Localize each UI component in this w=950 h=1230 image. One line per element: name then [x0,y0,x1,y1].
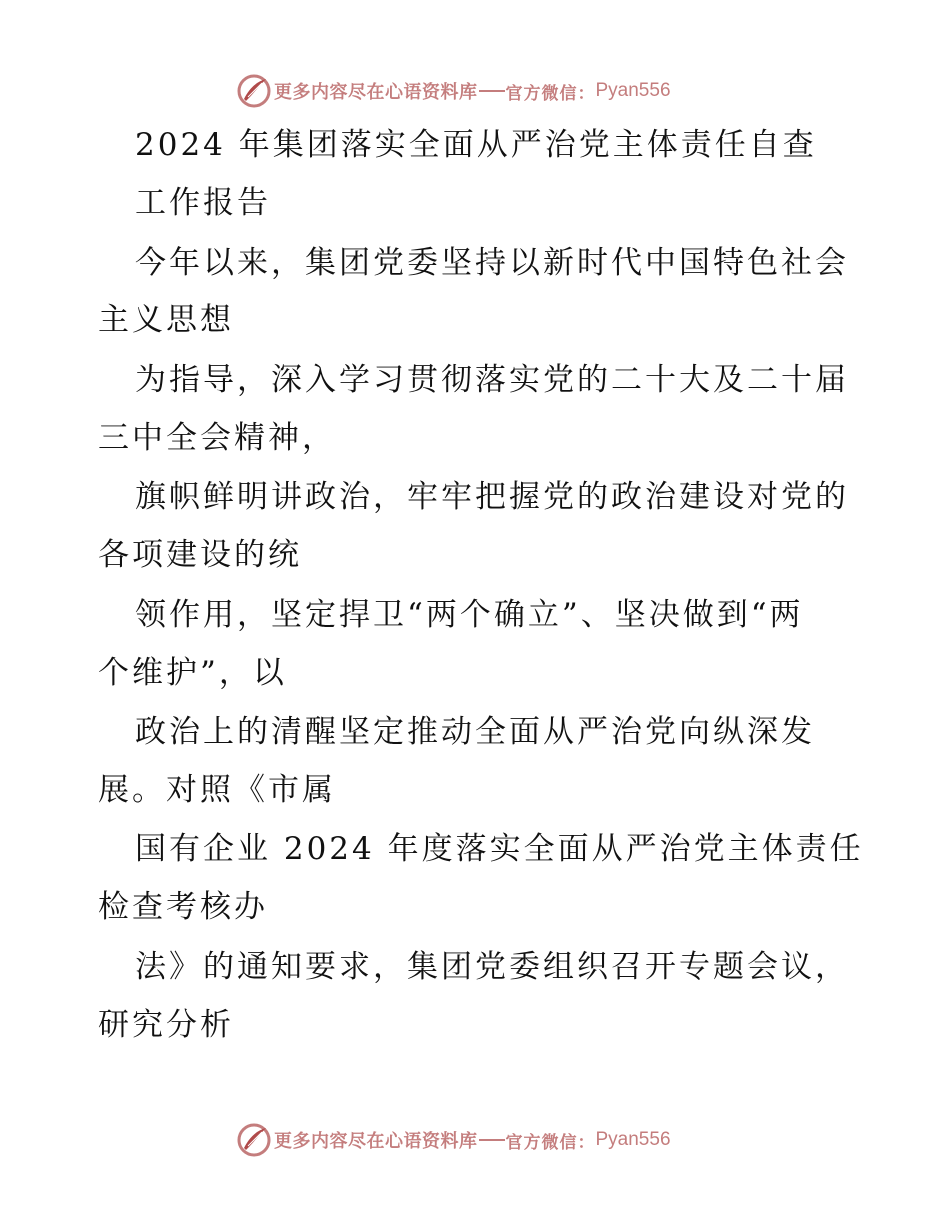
body-text-line: 个维护”，以 [98,655,287,691]
watermark-main-text: 更多内容尽在心语资料库 [274,1131,478,1152]
watermark-dash [479,1139,505,1141]
watermark-banner-top [236,71,671,111]
watermark-wechat-id: Pyan556 [595,80,671,101]
body-text-line: 旗帜鲜明讲政治，牢牢把握党的政治建设对党的 [135,479,849,515]
body-text-line: 展。对照《市属 [98,772,336,808]
watermark-banner-bottom [236,1120,671,1160]
body-text-line: 各项建设的统 [98,537,302,573]
body-text-line: 三中全会精神， [98,420,336,456]
feather-logo-icon [236,73,272,109]
watermark-dash [479,90,505,92]
body-text-line: 国有企业 2024 年度落实全面从严治党主体责任 [135,831,864,867]
watermark-official-label: 官方微信： [505,1132,596,1153]
feather-logo-icon [236,1122,272,1158]
body-text-line: 政治上的清醒坚定推动全面从严治党向纵深发 [135,714,815,750]
body-text-line: 研究分析 [98,1007,234,1043]
body-text-line: 法》的通知要求，集团党委组织召开专题会议， [135,949,849,985]
document-title-line: 工作报告 [135,185,271,221]
watermark-official-label: 官方微信： [505,83,596,104]
body-text-line: 为指导，深入学习贯彻落实党的二十大及二十届 [135,362,849,398]
watermark-wechat-id: Pyan556 [595,1129,671,1150]
watermark-main-text: 更多内容尽在心语资料库 [274,82,478,103]
body-text-line: 今年以来，集团党委坚持以新时代中国特色社会 [135,245,849,281]
body-text-line: 主义思想 [98,302,234,338]
body-text-line: 检查考核办 [98,889,268,925]
document-title-line: 2024 年集团落实全面从严治党主体责任自查 [135,127,817,163]
body-text-line: 领作用，坚定捍卫“两个确立”、坚决做到“两 [135,597,804,633]
